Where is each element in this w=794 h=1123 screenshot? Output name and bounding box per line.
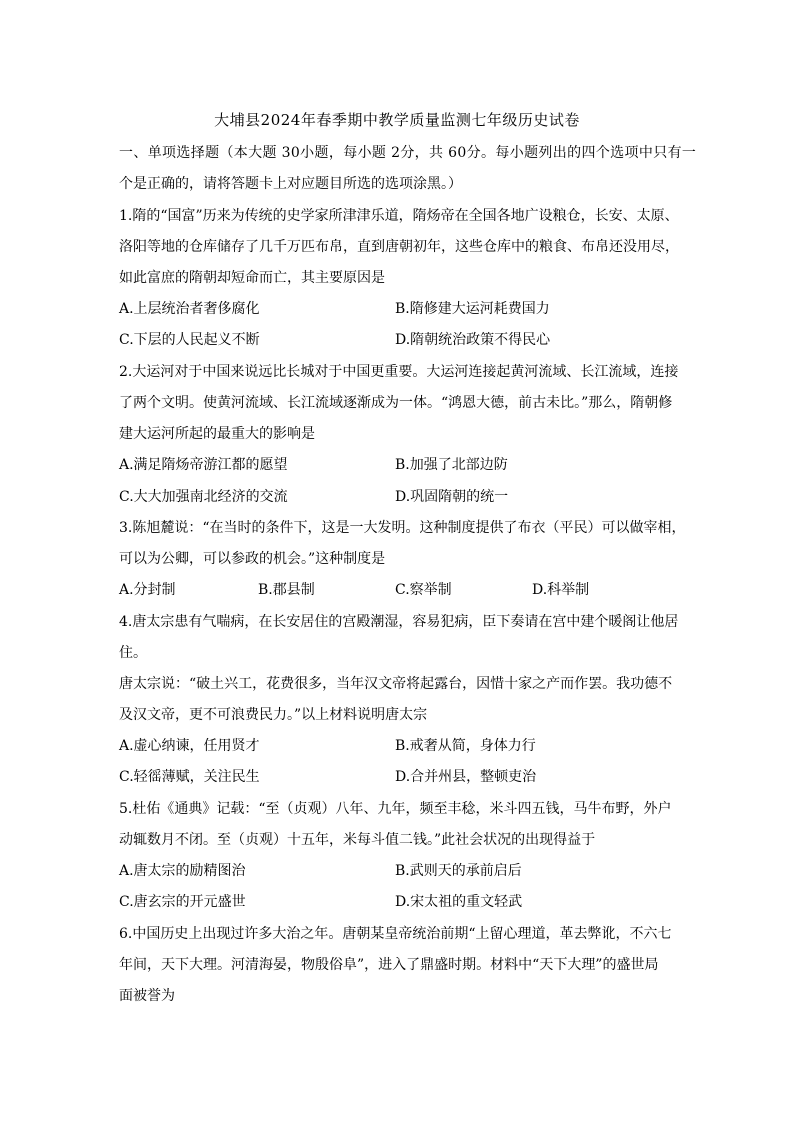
question-2-option-c: C.大大加强南北经济的交流 [119,489,288,505]
question-3-option-c: C.察举制 [395,582,452,598]
question-3-stem-line-2: 可以为公卿，可以参政的机会。”这种制度是 [119,551,386,567]
question-3-stem-line-1: 3.陈旭麓说：“在当时的条件下，这是一大发明。这种制度提供了布衣（平民）可以做宰相， [119,520,686,536]
question-1-option-b: B.隋修建大运河耗费国力 [395,301,550,317]
question-6-stem-line-1: 6.中国历史上出现过许多大治之年。唐朝某皇帝统治前期“上留心理道，革去弊讹，不六七 [119,926,672,942]
question-5-option-a: A.唐太宗的励精图治 [119,863,246,879]
question-2-stem-line-3: 建大运河所起的最重大的影响是 [119,426,315,442]
section-instructions-line-1: 一、单项选择题（本大题 30小题，每小题 2分，共 60分。每小题列出的四个选项中只有一 [119,145,697,161]
question-1-option-c: C.下层的人民起义不断 [119,332,260,348]
question-2-option-d: D.巩固隋朝的统一 [395,489,509,505]
question-1-option-d: D.隋朝统治政策不得民心 [395,332,551,348]
question-4-stem-line-1: 4.唐太宗患有气喘病，在长安居住的宫殿潮湿，容易犯病，臣下奏请在宫中建个暖阁让他居 [119,614,679,630]
question-6-stem-line-2: 年间，天下大理。河清海晏，物殷俗阜”，进入了鼎盛时期。材料中“天下大理”的盛世局 [119,957,659,973]
question-1-stem-line-2: 洛阳等地的仓库储存了几千万匹布帛，直到唐朝初年，这些仓库中的粮食、布帛还没用尽， [119,239,679,255]
question-2-option-a: A.满足隋炀帝游江都的愿望 [119,457,288,473]
question-1-stem-line-3: 如此富庶的隋朝却短命而亡，其主要原因是 [119,270,385,286]
exam-title: 大埔县2024年春季期中教学质量监测七年级历史试卷 [214,111,580,129]
question-5-option-d: D.宋太祖的重文轻武 [395,894,523,910]
question-5-stem-line-2: 动辄数月不闭。至（贞观）十五年，米每斗值二钱。”此社会状况的出现得益于 [119,832,596,848]
question-5-option-c: C.唐玄宗的开元盛世 [119,894,246,910]
question-6-stem-line-3: 面被誉为 [119,988,175,1004]
question-4-option-d: D.合并州县，整顿吏治 [395,769,537,785]
question-3-option-d: D.科举制 [532,582,590,598]
question-1-option-a: A.上层统治者奢侈腐化 [119,301,260,317]
question-4-option-c: C.轻徭薄赋，关注民生 [119,769,260,785]
question-4-option-a: A.虚心纳谏，任用贤才 [119,738,260,754]
question-1-stem-line-1: 1.隋的“国富”历来为传统的史学家所津津乐道，隋炀帝在全国各地广设粮仓，长安、太原、 [119,208,679,224]
question-4-stem-line-3: 唐太宗说：“破土兴工，花费很多，当年汉文帝将起露台，因惜十家之产而作罢。我功德不 [119,676,673,692]
question-5-stem-line-1: 5.杜佑《通典》记载：“至（贞观）八年、九年，频至丰稔，米斗四五钱，马牛布野，外户 [119,801,672,817]
question-4-stem-line-4: 及汉文帝，更不可浪费民力。”以上材料说明唐太宗 [119,707,428,723]
question-3-option-b: B.郡县制 [258,582,315,598]
question-4-stem-line-2: 住。 [119,645,147,661]
question-2-stem-line-2: 了两个文明。使黄河流域、长江流域逐渐成为一体。“鸿恩大德，前古未比。”那么，隋朝修 [119,395,673,411]
question-4-option-b: B.戒奢从简，身体力行 [395,738,536,754]
question-5-option-b: B.武则天的承前启后 [395,863,522,879]
question-2-stem-line-1: 2.大运河对于中国来说远比长城对于中国更重要。大运河连接起黄河流域、长江流域，连接 [119,364,679,380]
question-3-option-a: A.分封制 [119,582,176,598]
section-instructions-line-2: 个是正确的，请将答题卡上对应题目所选的选项涂黑。） [119,176,462,192]
question-2-option-b: B.加强了北部边防 [395,457,508,473]
